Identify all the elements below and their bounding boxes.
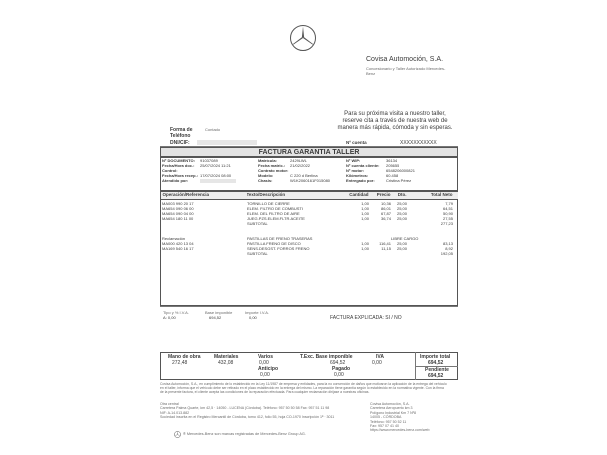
- footer-right-line: https://www.mercedes-benz.com/web: [370, 428, 430, 433]
- cell-cantidad: 1,00: [361, 241, 369, 246]
- mercedes-star-small-icon: [174, 431, 181, 438]
- cell-desc: TORNILLO DE CIERRE: [247, 201, 290, 206]
- cell-cantidad: 1,00: [361, 206, 369, 211]
- field-value: 6548206000821: [386, 168, 415, 173]
- cell-neto: 8,92: [445, 246, 453, 251]
- header-dto: Dto.: [397, 192, 407, 198]
- cell-desc: SENS.DESGST. FORROS FRENO: [247, 246, 310, 251]
- promo-line-3: manera más rápida, cómoda y sin esperas.: [337, 125, 453, 131]
- anticipo-value: 0,00: [260, 372, 270, 378]
- header-op: Operación/Referencia: [162, 192, 210, 198]
- header-neto: Total Neto: [430, 192, 453, 198]
- company-name: Covisa Automoción, S.A.: [366, 56, 444, 63]
- footer-left-line: Carretera Palma Quarte, km 42,5 · 14050 - LUCENA (Córdoba). Teléfono: 957 50 50 58 Fax: 957 51 11 98: [160, 406, 330, 411]
- field-label: Contrato motor:: [258, 168, 289, 173]
- field-value: C 220 d Berlina: [290, 173, 318, 178]
- field-label: Control:: [162, 168, 178, 173]
- cell-desc: PASTILLAS DE FRENO TRASERAS: [247, 236, 313, 241]
- cell-cantidad: [343, 251, 369, 256]
- header-precio: Precio: [376, 192, 391, 198]
- cell-op: [161, 221, 247, 226]
- field-value: 17/07/2024 08:00: [200, 173, 232, 178]
- table-row: [161, 251, 457, 256]
- factura-explicada: FACTURA EXPLICADA: SI / NO: [330, 315, 402, 321]
- cell-neto: 64,51: [442, 206, 453, 211]
- legal-line-3: de la presente factura, el cliente acepta las condiciones de la reparación efectuada. Para cualquier reclamación diríjase a nuestras oficinas.: [160, 390, 370, 395]
- field-label: Nº DOCUMENTO:: [162, 158, 195, 163]
- footer-right-line: Teléfono: 957 50 52 11: [370, 419, 407, 424]
- cell-neto: 50,90: [442, 211, 453, 216]
- footer-right-line: Polígono Industrial Km 7 Nº8: [370, 410, 417, 415]
- tax-base-value: 694,52: [209, 315, 222, 320]
- field-label: Nº cuenta cliente:: [346, 163, 380, 168]
- cell-cantidad: 1,00: [361, 216, 369, 221]
- forma-label-2: Teléfono: [170, 133, 191, 139]
- fields-right: [346, 158, 456, 183]
- cell-op: MA003 990 20 17: [162, 201, 194, 206]
- cell-op: [161, 251, 247, 256]
- materiales-value: 432,08: [218, 360, 234, 366]
- field-label: Nº motor:: [346, 168, 365, 173]
- cell-desc: ELEM. FILTRO DE COMBUSTI: [247, 206, 303, 211]
- field-value: Cristina Pérez: [386, 178, 412, 183]
- field-value: 36134: [386, 158, 398, 163]
- cell-desc: SUBTOTAL: [247, 251, 268, 256]
- cell-dto: 25,00: [396, 241, 407, 246]
- tax-iva-value: 0,00: [249, 315, 257, 320]
- cell-precio: 116,41: [379, 241, 391, 246]
- footer-right-line: Carretera Aeropuerto km 3: [370, 406, 413, 411]
- tax-type-label: Tipo y % I.V.A.: [163, 310, 189, 315]
- base-value: 694,52: [330, 360, 346, 366]
- attendant-redacted: [200, 179, 236, 183]
- footer-left-line: Sociedad inscrita en el Registro Mercantil de Córdoba, tomo 412, folio 55, hoja CO-1970 Inscripción 1ª · 3011: [160, 415, 335, 420]
- cell-op: Reclamación: [162, 236, 186, 241]
- trademark-text: ® Mercedes-Benz son marcas registradas de Mercedes-Benz Group AG.: [183, 432, 306, 436]
- footer-right-line: Covisa Automoción, S.A.: [370, 402, 410, 406]
- cell-desc: ELEM. DEL FILTRO DE AIRE: [247, 211, 300, 216]
- promo-line-2: reserve cita a través de nuestra web de: [342, 118, 448, 124]
- dni-redacted: [197, 140, 257, 145]
- forma-value: Contado: [205, 127, 221, 132]
- items-table-header: [161, 192, 458, 200]
- cell-op: MA169 540 16 17: [162, 246, 194, 251]
- field-label: Fecha matric.:: [258, 163, 286, 168]
- items-rows-2: [161, 236, 457, 256]
- fields-mid: [258, 158, 353, 183]
- cell-precio: 67,87: [380, 211, 391, 216]
- footer-left: [160, 402, 340, 420]
- legal-text: [160, 382, 458, 395]
- anticipo-label: Anticipo: [258, 366, 278, 372]
- cell-neto: 7,79: [445, 201, 453, 206]
- cuenta-label: Nº cuenta: [346, 140, 367, 145]
- cell-precio: [369, 251, 391, 256]
- company-subtitle-2: Benz: [366, 71, 376, 76]
- pagado-label: Pagado: [332, 366, 351, 372]
- cell-neto: 83,13: [442, 241, 453, 246]
- promo-text: [330, 111, 460, 132]
- cell-cantidad: 1,00: [361, 211, 369, 216]
- cell-precio: 11,15: [381, 246, 391, 251]
- importe-label: Importe total: [420, 354, 451, 360]
- header-cantidad: Cantidad: [349, 192, 369, 198]
- tax-values: [163, 315, 303, 320]
- tax-type-value: A: 0,00: [163, 315, 176, 320]
- field-label: Fecha/Hora recep.:: [162, 173, 199, 178]
- field-label: Matrícula:: [258, 158, 277, 163]
- dni-label: DNI/CIF:: [170, 140, 190, 146]
- promo-line-1: Para su próxima visita a nuestro taller,: [344, 111, 446, 117]
- cuenta-value: XXXXXXXXXXX: [400, 140, 437, 146]
- table-row: [161, 221, 457, 226]
- cell-neto: 277,23: [440, 221, 453, 226]
- iva-label: IVA: [376, 354, 384, 360]
- cell-dto: 25,00: [396, 201, 407, 206]
- field-value: 205655: [386, 163, 400, 168]
- legal-line-1: Covisa Automoción, S.A., en cumplimiento de lo establecido en la Ley 11/1987 de empresa y entidades, para la no convención de daños que motivaron la aplicación de la entrega del vehículo: [160, 382, 447, 386]
- pagado-value: 0,00: [334, 372, 344, 378]
- forma-label-1: Forma de: [170, 127, 193, 133]
- importe-value: 694,52: [428, 360, 444, 366]
- cell-desc: SUBTOTAL: [247, 221, 268, 226]
- cell-precio: 36,74: [380, 216, 391, 221]
- pendiente-label: Pendiente: [425, 367, 449, 373]
- footer-left-line: Otra central: [160, 402, 179, 406]
- tax-iva-label: Importe I.V.A.: [245, 310, 270, 315]
- mano-label: Mano de obra: [168, 354, 201, 360]
- varios-value: 0,00: [259, 360, 269, 366]
- field-value: 25/07/2024 11:21: [200, 163, 231, 168]
- field-label: Chasis:: [258, 178, 273, 183]
- tax-base-label: Base imponible: [205, 310, 233, 315]
- cell-dto: 25,00: [396, 206, 407, 211]
- cell-dto: LIBRE CARGO: [391, 236, 419, 241]
- fields-left: [162, 158, 257, 183]
- footer-left-line: NIF: A-14.013.882: [160, 410, 190, 415]
- materiales-label: Materiales: [214, 354, 239, 360]
- field-value: 2429LWL: [290, 158, 307, 163]
- field-label: Atendido por:: [162, 178, 189, 183]
- field-value: 91037089: [200, 158, 218, 163]
- cell-precio: 86,01: [380, 206, 391, 211]
- field-label: Nº WIP:: [346, 158, 361, 163]
- cell-op: MA654 180 11 00: [162, 216, 194, 221]
- cell-neto: 192,05: [440, 251, 453, 256]
- cell-cantidad: [343, 221, 369, 226]
- cell-op: MA654 090 06 00: [162, 206, 194, 211]
- field-label: Fecha/Hora doc.:: [162, 163, 195, 168]
- field-label: Modelo:: [258, 173, 274, 178]
- cell-dto: [391, 251, 407, 256]
- mercedes-star-logo: [289, 24, 317, 52]
- cell-dto: 25,00: [396, 216, 407, 221]
- field-label: Entregado por:: [346, 178, 375, 183]
- cell-neto: 27,55: [442, 216, 453, 221]
- invoice-title: FACTURA GARANTIA TALLER: [160, 147, 458, 157]
- cell-cantidad: 1,00: [361, 201, 369, 206]
- cell-desc: PASTILLA FRENO DE DISCO: [247, 241, 301, 246]
- field-value: W1K2060161F015080: [290, 178, 331, 183]
- header-desc: Texto/Descripción: [246, 192, 286, 198]
- field-label: Kilómetros:: [346, 173, 369, 178]
- cell-precio: 10,36: [380, 201, 391, 206]
- varios-label: Varios: [258, 354, 274, 360]
- cell-cantidad: 1,00: [361, 246, 369, 251]
- cell-op: MA654 090 04 00: [162, 211, 194, 216]
- cell-dto: [391, 221, 407, 226]
- cell-dto: 25,00: [396, 246, 407, 251]
- footer-right-line: Fax: 957 07 41 40: [370, 424, 399, 429]
- cell-desc: JUEG.PZS.ELEM.FLTR.ACEITE: [247, 216, 305, 221]
- legal-line-2: en el taller, informa que el vehículo debe ser retirado en el plazo establecido en la entrega del mismo. La reparación tiene garantía según lo establecido en la normativa vigente. Con la firma: [160, 386, 444, 391]
- cell-precio: [369, 221, 391, 226]
- cell-op: MA000 420 13 04: [162, 241, 194, 246]
- base-label: T.Exc. Base imponible: [300, 354, 353, 360]
- field-value: 60.458: [386, 173, 399, 178]
- company-subtitle-1: Concesionario y Taller Autorizado Mercedes-: [366, 66, 446, 71]
- footer-right-line: 14005 - CÓRDOBA: [370, 415, 402, 420]
- footer-right: [370, 402, 460, 433]
- iva-value: 0,00: [372, 360, 382, 366]
- items-rows-1: [161, 201, 457, 226]
- mano-value: 272,48: [172, 360, 188, 366]
- field-value: 21/02/2022: [290, 163, 311, 168]
- pendiente-value: 694,52: [428, 373, 444, 379]
- cell-dto: 25,00: [396, 211, 407, 216]
